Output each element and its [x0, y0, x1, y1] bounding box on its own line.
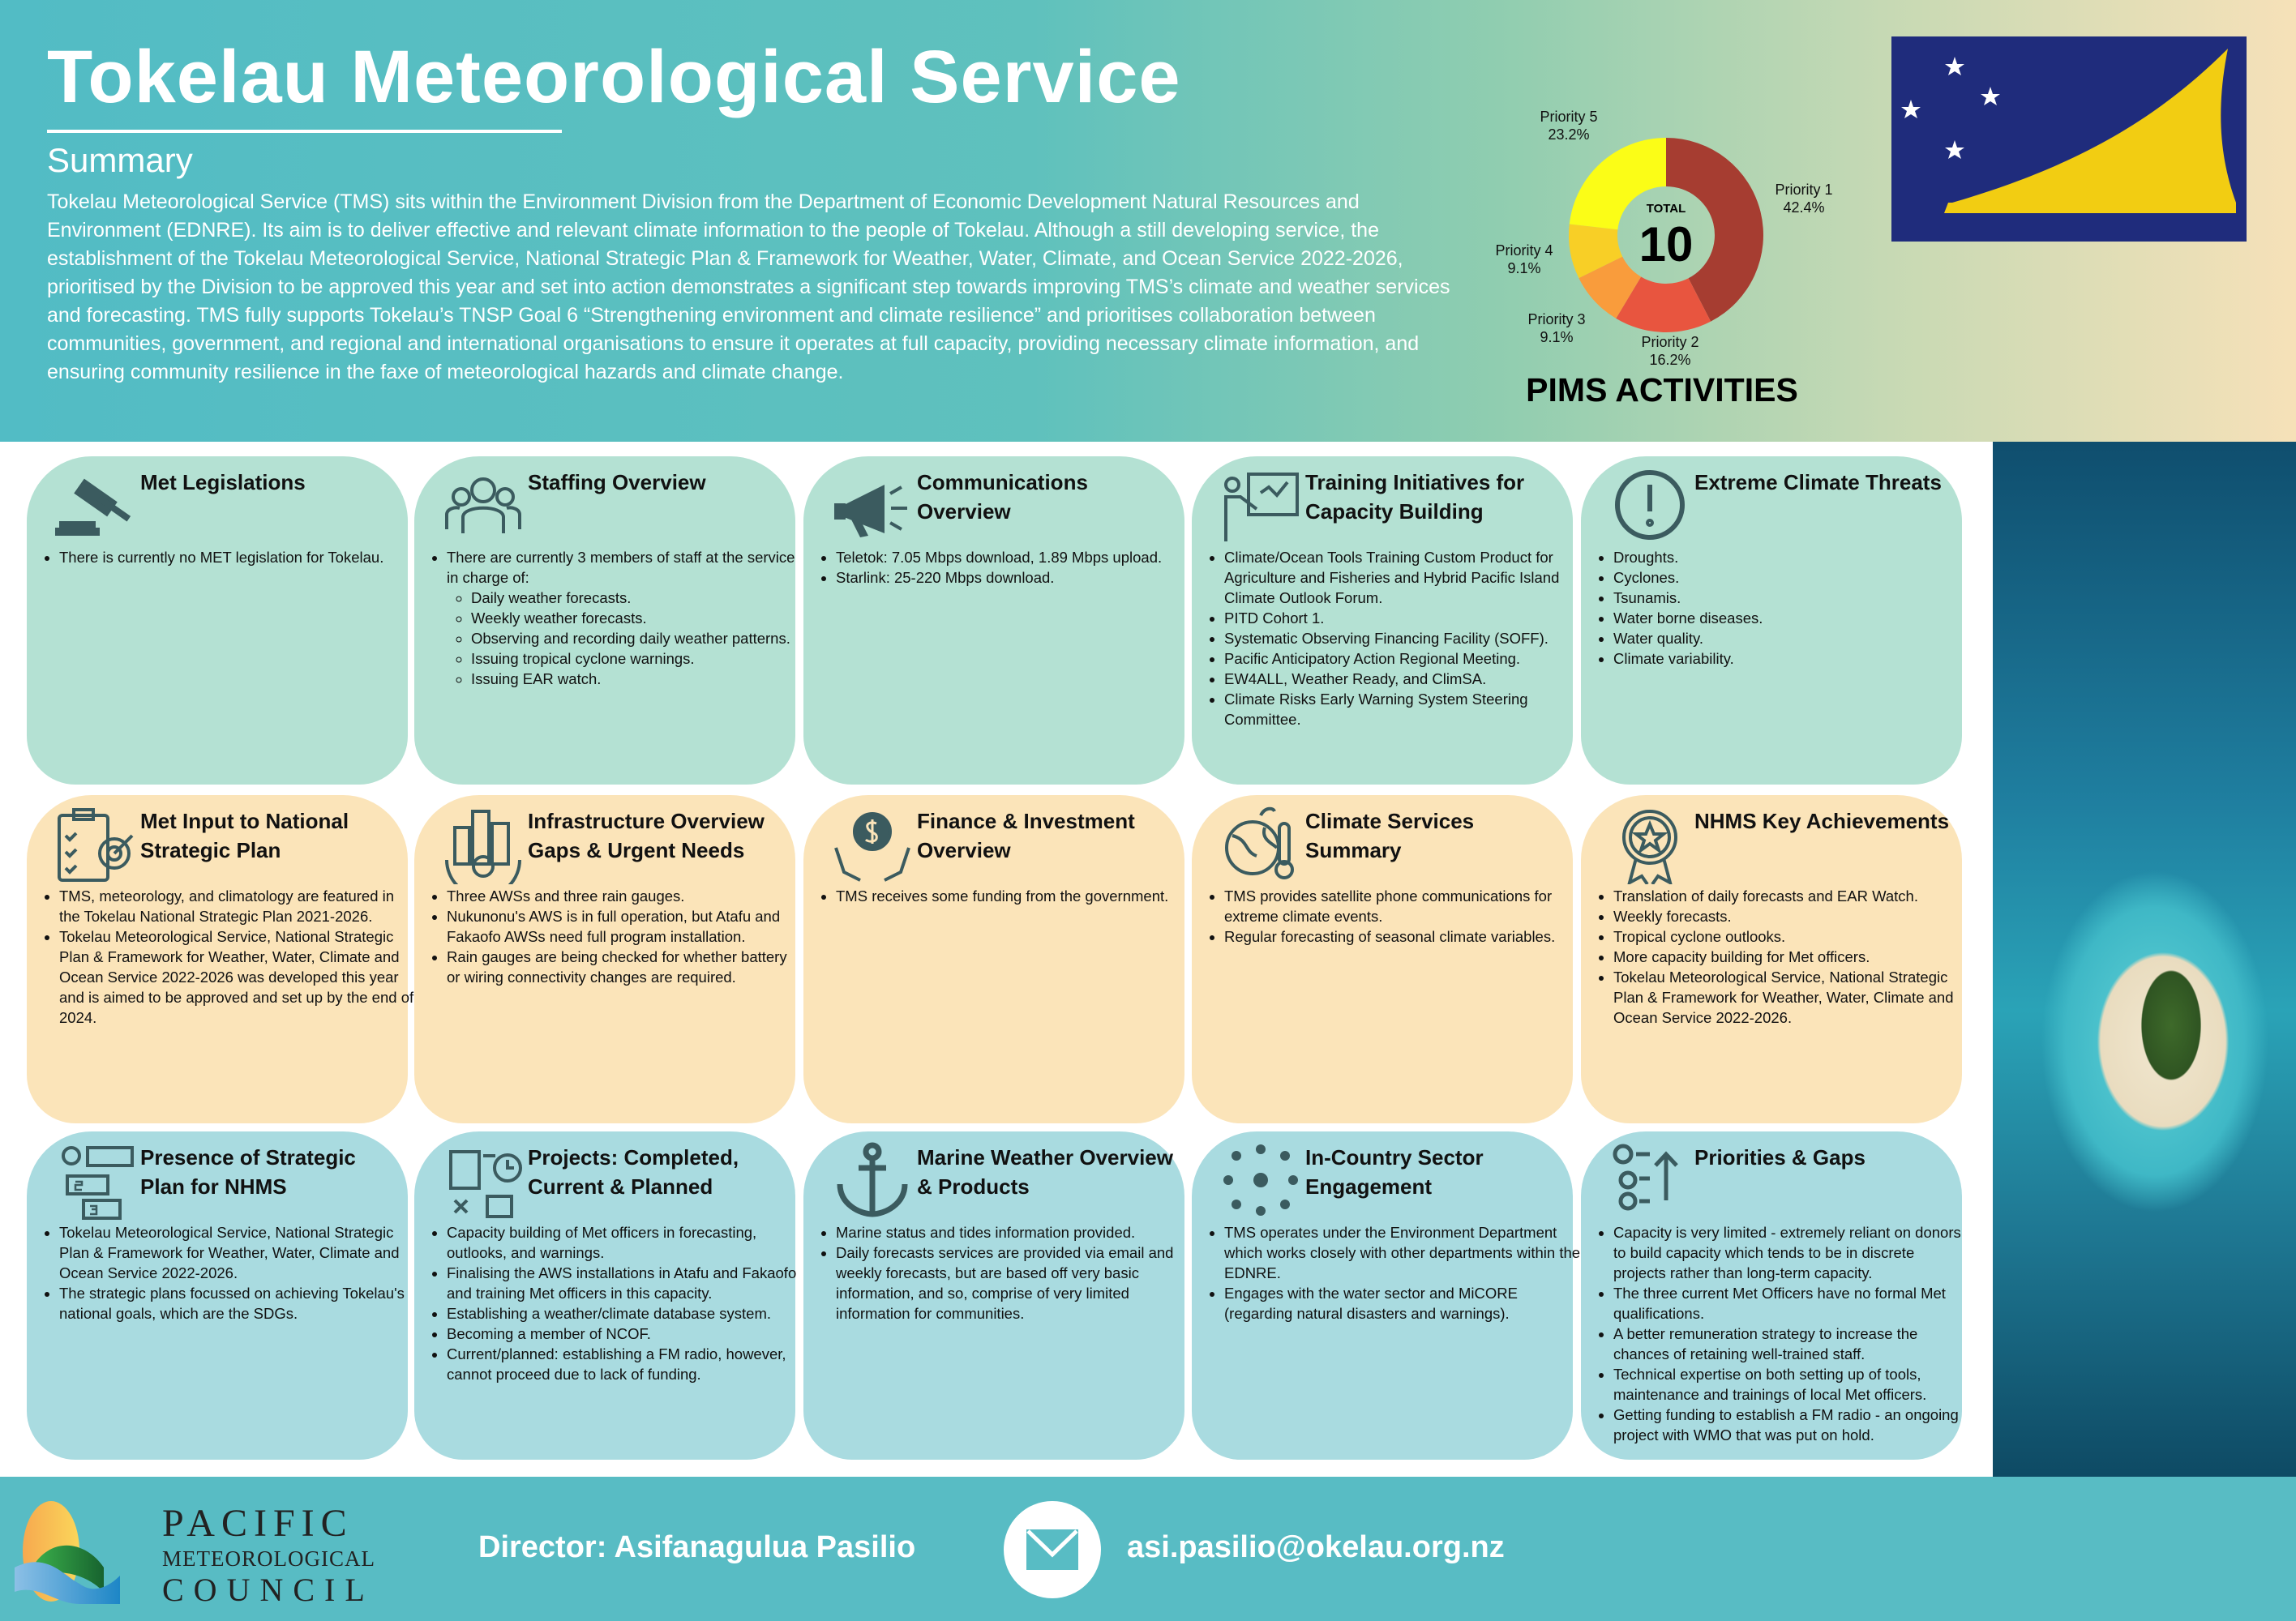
bullet-text: Climate/Ocean Tools Training Custom Product for Agriculture and Fisheries and Hybrid Pacific Island Climate Outlook Forum. — [1224, 549, 1560, 606]
card-bullet-list — [1592, 547, 1970, 669]
bullet-text: Establishing a weather/climate database system. — [447, 1305, 772, 1322]
card-bullet-list — [38, 1222, 416, 1324]
project-cycle-icon — [439, 1140, 528, 1221]
center-value: 10 — [1638, 217, 1694, 272]
slice-percent: 9.1% — [1507, 260, 1541, 276]
page-title: Tokelau Meteorological Service — [47, 36, 1181, 118]
strategy-steps-icon — [51, 1140, 140, 1221]
priority-list-icon — [1605, 1140, 1694, 1221]
bullet-text: Systematic Observing Financing Facility (SOFF). — [1224, 630, 1549, 647]
city-gear-icon — [439, 803, 528, 884]
bullet-item — [59, 1222, 416, 1283]
bullet-text: EW4ALL, Weather Ready, and ClimSA. — [1224, 670, 1487, 687]
card-met-input-to-national-strategic-plan — [27, 795, 414, 1123]
card-met-legislations — [27, 456, 408, 785]
slice-label: Priority 5 — [1540, 109, 1598, 125]
logo-text-council: COUNCIL — [162, 1572, 375, 1608]
director-name: Director: Asifanagulua Pasilio — [478, 1530, 916, 1564]
bullet-text: Translation of daily forecasts and EAR Watch. — [1613, 887, 1918, 905]
bullet-item — [447, 547, 803, 689]
checklist-target-icon — [51, 803, 140, 884]
anchor-icon — [828, 1140, 917, 1221]
card-bullet-list — [426, 886, 803, 987]
envelope-icon — [1004, 1501, 1101, 1598]
presenter-icon — [1216, 464, 1305, 545]
bullet-text: Rain gauges are being checked for whether battery or wiring connectivity changes are required. — [447, 948, 787, 986]
bullet-item — [836, 1242, 1193, 1324]
bullet-item — [1224, 1283, 1581, 1324]
card-presence-of-strategic-plan-for-nhms — [27, 1131, 408, 1460]
slice-percent: 16.2% — [1649, 352, 1691, 368]
bullet-item — [1224, 926, 1581, 947]
card-staffing-overview — [414, 456, 795, 785]
globe-thermometer-icon — [1216, 803, 1305, 884]
card-bullet-list — [1592, 1222, 1970, 1445]
bullet-text: Droughts. — [1613, 549, 1679, 566]
chart-title: PIMS ACTIVITIES — [1526, 371, 1798, 408]
title-underline — [47, 130, 562, 133]
bullet-item — [1224, 689, 1581, 729]
slice-percent: 23.2% — [1548, 126, 1590, 143]
card-title: Communications Overview — [917, 470, 1088, 524]
logo-text-meteorological: METEOROLOGICAL — [162, 1546, 375, 1571]
bullet-item — [447, 1344, 803, 1384]
sub-bullet-item: ◦ Observing and recording daily weather patterns. — [471, 628, 803, 648]
bullet-item — [836, 886, 1193, 906]
card-title: Projects: Completed, Current & Planned — [528, 1145, 739, 1199]
sub-bullet-item: ◦ Issuing tropical cyclone warnings. — [471, 648, 803, 669]
bullet-item — [1613, 1364, 1970, 1405]
bullet-item — [447, 947, 803, 987]
slice-label: Priority 1 — [1775, 182, 1833, 198]
header-banner — [0, 0, 2296, 442]
bullet-item — [447, 906, 803, 947]
bullet-item — [1613, 588, 1970, 608]
sub-bullet-item: ◦ Daily weather forecasts. — [471, 588, 803, 608]
bullet-item — [447, 886, 803, 906]
footer — [0, 1477, 2296, 1621]
gavel-icon — [51, 464, 140, 545]
bullet-item — [59, 547, 416, 567]
card-title: In-Country Sector Engagement — [1305, 1145, 1484, 1199]
card-bullet-list — [38, 547, 416, 567]
card-projects-completed-current-planned — [414, 1131, 795, 1460]
slice-percent: 9.1% — [1540, 329, 1574, 345]
bullet-text: Tropical cyclone outlooks. — [1613, 928, 1786, 945]
tokelau-flag — [1891, 36, 2247, 242]
slice-percent: 42.4% — [1783, 199, 1825, 216]
card-bullet-list — [426, 547, 803, 689]
bullet-item — [1613, 567, 1970, 588]
card-title: Met Input to National Strategic Plan — [140, 809, 349, 862]
bullet-text: There are currently 3 members of staff at the service in charge of: — [447, 549, 795, 586]
slice-label: Priority 4 — [1495, 242, 1553, 259]
bullet-text: Technical expertise on both setting up of tools, maintenance and trainings of local Met officers. — [1613, 1366, 1927, 1403]
card-bullet-list — [1203, 547, 1581, 729]
card-training-initiatives-for-capacity-building — [1192, 456, 1573, 785]
bullet-text: Getting funding to establish a FM radio - an ongoing project with WMO that was put on hold. — [1613, 1406, 1959, 1444]
slice-label: Priority 3 — [1527, 311, 1586, 327]
bullet-item — [836, 1222, 1193, 1242]
card-bullet-list — [815, 886, 1193, 906]
bullet-text: Tokelau Meteorological Service, National Strategic Plan & Framework for Weather, Water, Climate and Ocean Service 2022-2026. — [1613, 969, 1954, 1026]
bullet-text: The strategic plans focussed on achieving Tokelau's national goals, which are the SDGs. — [59, 1285, 405, 1322]
bullet-text: Weekly forecasts. — [1613, 908, 1732, 925]
money-hands-icon — [828, 803, 917, 884]
bullet-item — [1224, 547, 1581, 608]
bullet-item — [447, 1263, 803, 1303]
bullet-item — [1613, 648, 1970, 669]
bullet-text: Teletok: 7.05 Mbps download, 1.89 Mbps upload. — [836, 549, 1163, 566]
pmc-logo-mark — [15, 1495, 152, 1604]
bullet-text: Water quality. — [1613, 630, 1704, 647]
bullet-text: Water borne diseases. — [1613, 609, 1763, 627]
card-bullet-list — [1592, 886, 1970, 1028]
bullet-item — [1613, 608, 1970, 628]
card-title: Priorities & Gaps — [1694, 1145, 1866, 1170]
card-nhms-key-achievements — [1581, 795, 1962, 1123]
alert-icon — [1605, 464, 1694, 545]
summary-heading: Summary — [47, 141, 193, 179]
bullet-item — [1613, 1405, 1970, 1445]
island-aerial-photo — [1993, 442, 2296, 1477]
bullet-text: Regular forecasting of seasonal climate variables. — [1224, 928, 1556, 945]
card-finance-investment-overview — [803, 795, 1184, 1123]
award-star-icon — [1605, 803, 1694, 884]
sub-bullet-item: ◦ Weekly weather forecasts. — [471, 608, 803, 628]
bullet-item — [1613, 926, 1970, 947]
bullet-item — [836, 547, 1193, 567]
bullet-text: There is currently no MET legislation for Tokelau. — [59, 549, 384, 566]
bullet-text: Tokelau Meteorological Service, National Strategic Plan & Framework for Weather, Water, Climate and Ocean Service 2022-2026 was developed this year and is aimed to be approved and set up by the end of 2024. — [59, 928, 414, 1026]
card-bullet-list — [815, 547, 1193, 588]
bullet-text: Capacity is very limited - extremely reliant on donors to build capacity which tends to be in discrete projects rather than long-term capacity. — [1613, 1224, 1961, 1281]
bullet-item — [1224, 886, 1581, 926]
bullet-item — [1224, 608, 1581, 628]
card-communications-overview — [803, 456, 1184, 785]
card-title: Climate Services Summary — [1305, 809, 1475, 862]
card-title: NHMS Key Achievements — [1694, 809, 1950, 833]
bullet-item — [1224, 648, 1581, 669]
bullet-item — [59, 886, 416, 926]
network-people-icon — [1216, 1140, 1305, 1221]
bullet-text: PITD Cohort 1. — [1224, 609, 1325, 627]
bullet-text: TMS operates under the Environment Department which works closely with other departments within the EDNRE. — [1224, 1224, 1581, 1281]
card-bullet-list — [1203, 886, 1581, 947]
center-label: TOTAL — [1646, 202, 1686, 216]
logo-text-pacific: PACIFIC — [162, 1502, 353, 1545]
bullet-text: TMS receives some funding from the government. — [836, 887, 1169, 905]
sub-bullet-list — [447, 588, 803, 689]
card-title: Finance & Investment Overview — [917, 809, 1135, 862]
bullet-text: TMS, meteorology, and climatology are featured in the Tokelau National Strategic Plan 2021-2026. — [59, 887, 395, 925]
card-priorities-gaps — [1581, 1131, 1962, 1460]
bullet-item — [1613, 547, 1970, 567]
sub-bullet-item: ◦ Issuing EAR watch. — [471, 669, 803, 689]
card-in-country-sector-engagement — [1192, 1131, 1581, 1460]
card-bullet-list — [38, 886, 416, 1028]
bullet-text: Tokelau Meteorological Service, National Strategic Plan & Framework for Weather, Water, Climate and Ocean Service 2022-2026. — [59, 1224, 400, 1281]
card-title: Training Initiatives for Capacity Building — [1305, 470, 1525, 524]
megaphone-icon — [828, 464, 917, 545]
bullet-text: Starlink: 25-220 Mbps download. — [836, 569, 1055, 586]
card-title: Infrastructure Overview Gaps & Urgent Needs — [528, 809, 765, 862]
bullet-item — [1613, 886, 1970, 906]
bullet-item — [1613, 906, 1970, 926]
pacific-meteorological-council-logo — [15, 1495, 388, 1608]
bullet-text: Nukunonu's AWS is in full operation, but Atafu and Fakaofo AWSs need full program installation. — [447, 908, 781, 945]
bullet-item — [1224, 1222, 1581, 1283]
bullet-text: Climate variability. — [1613, 650, 1734, 667]
card-title: Presence of Strategic Plan for NHMS — [140, 1145, 356, 1199]
card-extreme-climate-threats — [1581, 456, 1962, 785]
bullet-text: Three AWSs and three rain gauges. — [447, 887, 685, 905]
slice-label: Priority 2 — [1641, 334, 1699, 350]
bullet-item — [1613, 628, 1970, 648]
bullet-item — [59, 1283, 416, 1324]
bullet-text: The three current Met Officers have no formal Met qualifications. — [1613, 1285, 1946, 1322]
slice-priority-5 — [1570, 138, 1666, 229]
bullet-text: Engages with the water sector and MiCORE (regarding natural disasters and warnings). — [1224, 1285, 1518, 1322]
email-link[interactable]: asi.pasilio@okelau.org.nz — [1127, 1530, 1505, 1564]
card-title: Marine Weather Overview & Products — [917, 1145, 1173, 1199]
card-bullet-list — [1203, 1222, 1581, 1324]
bullet-text: Becoming a member of NCOF. — [447, 1325, 651, 1342]
bullet-text: Cyclones. — [1613, 569, 1680, 586]
bullet-item — [1613, 1222, 1970, 1283]
bullet-text: Daily forecasts services are provided via email and weekly forecasts, but are based off very basic information, and so, comprise of very limited information for communities. — [836, 1244, 1174, 1322]
bullet-text: Finalising the AWS installations in Atafu and Fakaofo and training Met officers in this capacity. — [447, 1264, 797, 1302]
bullet-text: A better remuneration strategy to increase the chances of retaining well-trained staff. — [1613, 1325, 1918, 1362]
bullet-item — [1224, 669, 1581, 689]
people-icon — [439, 464, 528, 545]
card-title: Met Legislations — [140, 470, 306, 494]
bullet-item — [447, 1303, 803, 1324]
bullet-item — [447, 1222, 803, 1263]
bullet-text: Marine status and tides information provided. — [836, 1224, 1136, 1241]
card-marine-weather-overview-products — [803, 1131, 1184, 1460]
bullet-text: Capacity building of Met officers in forecasting, outlooks, and warnings. — [447, 1224, 757, 1261]
bullet-text: TMS provides satellite phone communications for extreme climate events. — [1224, 887, 1553, 925]
bullet-item — [1613, 967, 1970, 1028]
card-bullet-list — [815, 1222, 1193, 1324]
card-climate-services-summary — [1192, 795, 1573, 1123]
card-title: Staffing Overview — [528, 470, 706, 494]
bullet-item — [447, 1324, 803, 1344]
bullet-text: Climate Risks Early Warning System Steering Committee. — [1224, 691, 1528, 728]
card-title: Extreme Climate Threats — [1694, 470, 1942, 494]
bullet-item — [59, 926, 416, 1028]
bullet-item — [1613, 1283, 1970, 1324]
bullet-item — [1613, 947, 1970, 967]
card-infrastructure-overview-gaps-urgent-needs — [414, 795, 795, 1123]
card-bullet-list — [426, 1222, 803, 1384]
bullet-item — [1613, 1324, 1970, 1364]
bullet-item — [836, 567, 1193, 588]
bullet-item — [1224, 628, 1581, 648]
bullet-text: More capacity building for Met officers. — [1613, 948, 1870, 965]
bullet-text: Pacific Anticipatory Action Regional Meeting. — [1224, 650, 1521, 667]
summary-text: Tokelau Meteorological Service (TMS) sits within the Environment Division from the Department of Economic Development Natural Resources and Environment (EDNRE). Its aim is to deliver effective and relevant climate information to the people of Tokelau. Although a still developing service, the establishment of the Tokelau Meteorological Service, National Strategic Plan & Framework for Weather, Water, Climate, and Ocean Service 2022-2026, prioritised by the Division to be approved this year and set into action demonstrates a significant step towards improving TMS’s climate and weather services and forecasting. TMS fully supports Tokelau’s TNSP Goal 6 “Strengthening environment and climate resilience” and prioritises collaboration between communities, government, and regional and international organisations to ensure it operates at full capacity, providing necessary climate information, and ensuring community resilience in the faxe of meteorological hazards and climate change. — [47, 190, 1450, 383]
bullet-text: Tsunamis. — [1613, 589, 1681, 606]
bullet-text: Current/planned: establishing a FM radio, however, cannot proceed due to lack of funding. — [447, 1345, 786, 1383]
